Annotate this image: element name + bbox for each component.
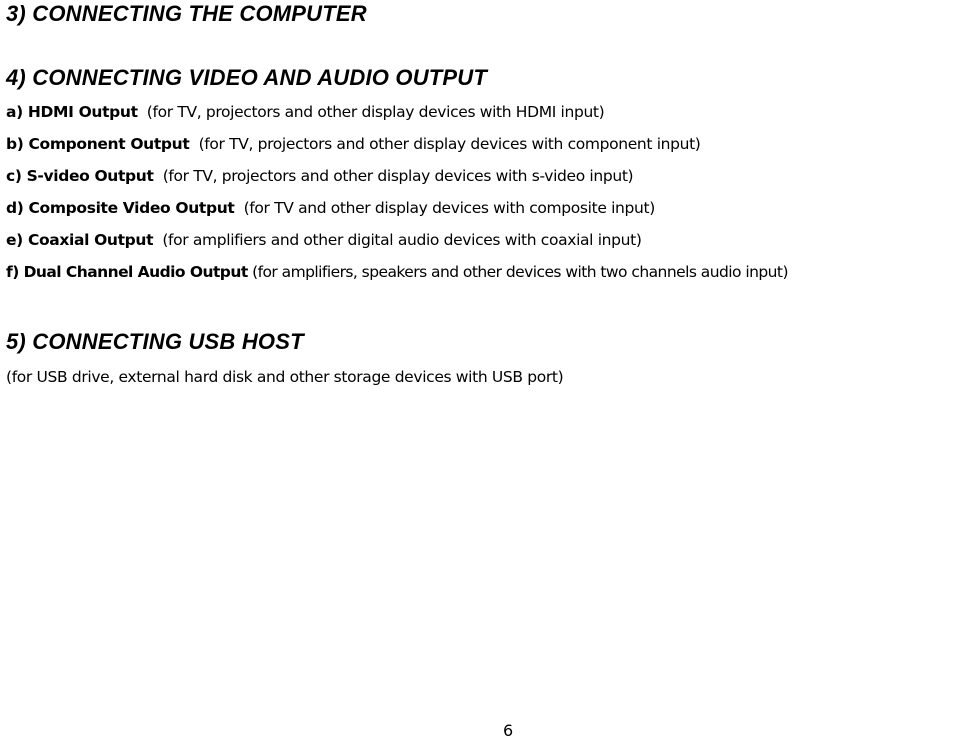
output-label-hdmi: a) HDMI Output (6, 103, 138, 121)
output-desc-coaxial: (for amplifiers and other digital audio devices with coaxial input) (162, 231, 642, 249)
output-label-coaxial: e) Coaxial Output (6, 231, 154, 249)
heading-connecting-usb: 5) CONNECTING USB HOST (6, 329, 304, 354)
heading-connecting-video-audio: 4) CONNECTING VIDEO AND AUDIO OUTPUT (6, 65, 488, 90)
usb-description: (for USB drive, external hard disk and other storage devices with USB port) (6, 368, 564, 386)
output-item-composite (6, 198, 655, 218)
output-desc-svideo: (for TV, projectors and other display devices with s-video input) (162, 167, 634, 185)
output-desc-composite: (for TV and other display devices with composite input) (243, 199, 655, 217)
output-desc-dual-channel-audio: (for amplifiers, speakers and other devices with two channels audio input) (252, 263, 788, 281)
output-item-dual-channel-audio (6, 262, 788, 282)
heading-connecting-computer: 3) CONNECTING THE COMPUTER (6, 1, 367, 26)
output-item-svideo (6, 166, 633, 186)
output-desc-component: (for TV, projectors and other display devices with component input) (198, 135, 701, 153)
output-item-coaxial (6, 230, 642, 250)
output-label-component: b) Component Output (6, 135, 190, 153)
output-item-hdmi (6, 102, 604, 122)
output-label-dual-channel-audio: f) Dual Channel Audio Output (6, 263, 248, 281)
page-number: 6 (503, 721, 514, 740)
output-item-component (6, 134, 701, 154)
output-desc-hdmi: (for TV, projectors and other display devices with HDMI input) (146, 103, 605, 121)
output-label-svideo: c) S-video Output (6, 167, 154, 185)
output-label-composite: d) Composite Video Output (6, 199, 235, 217)
